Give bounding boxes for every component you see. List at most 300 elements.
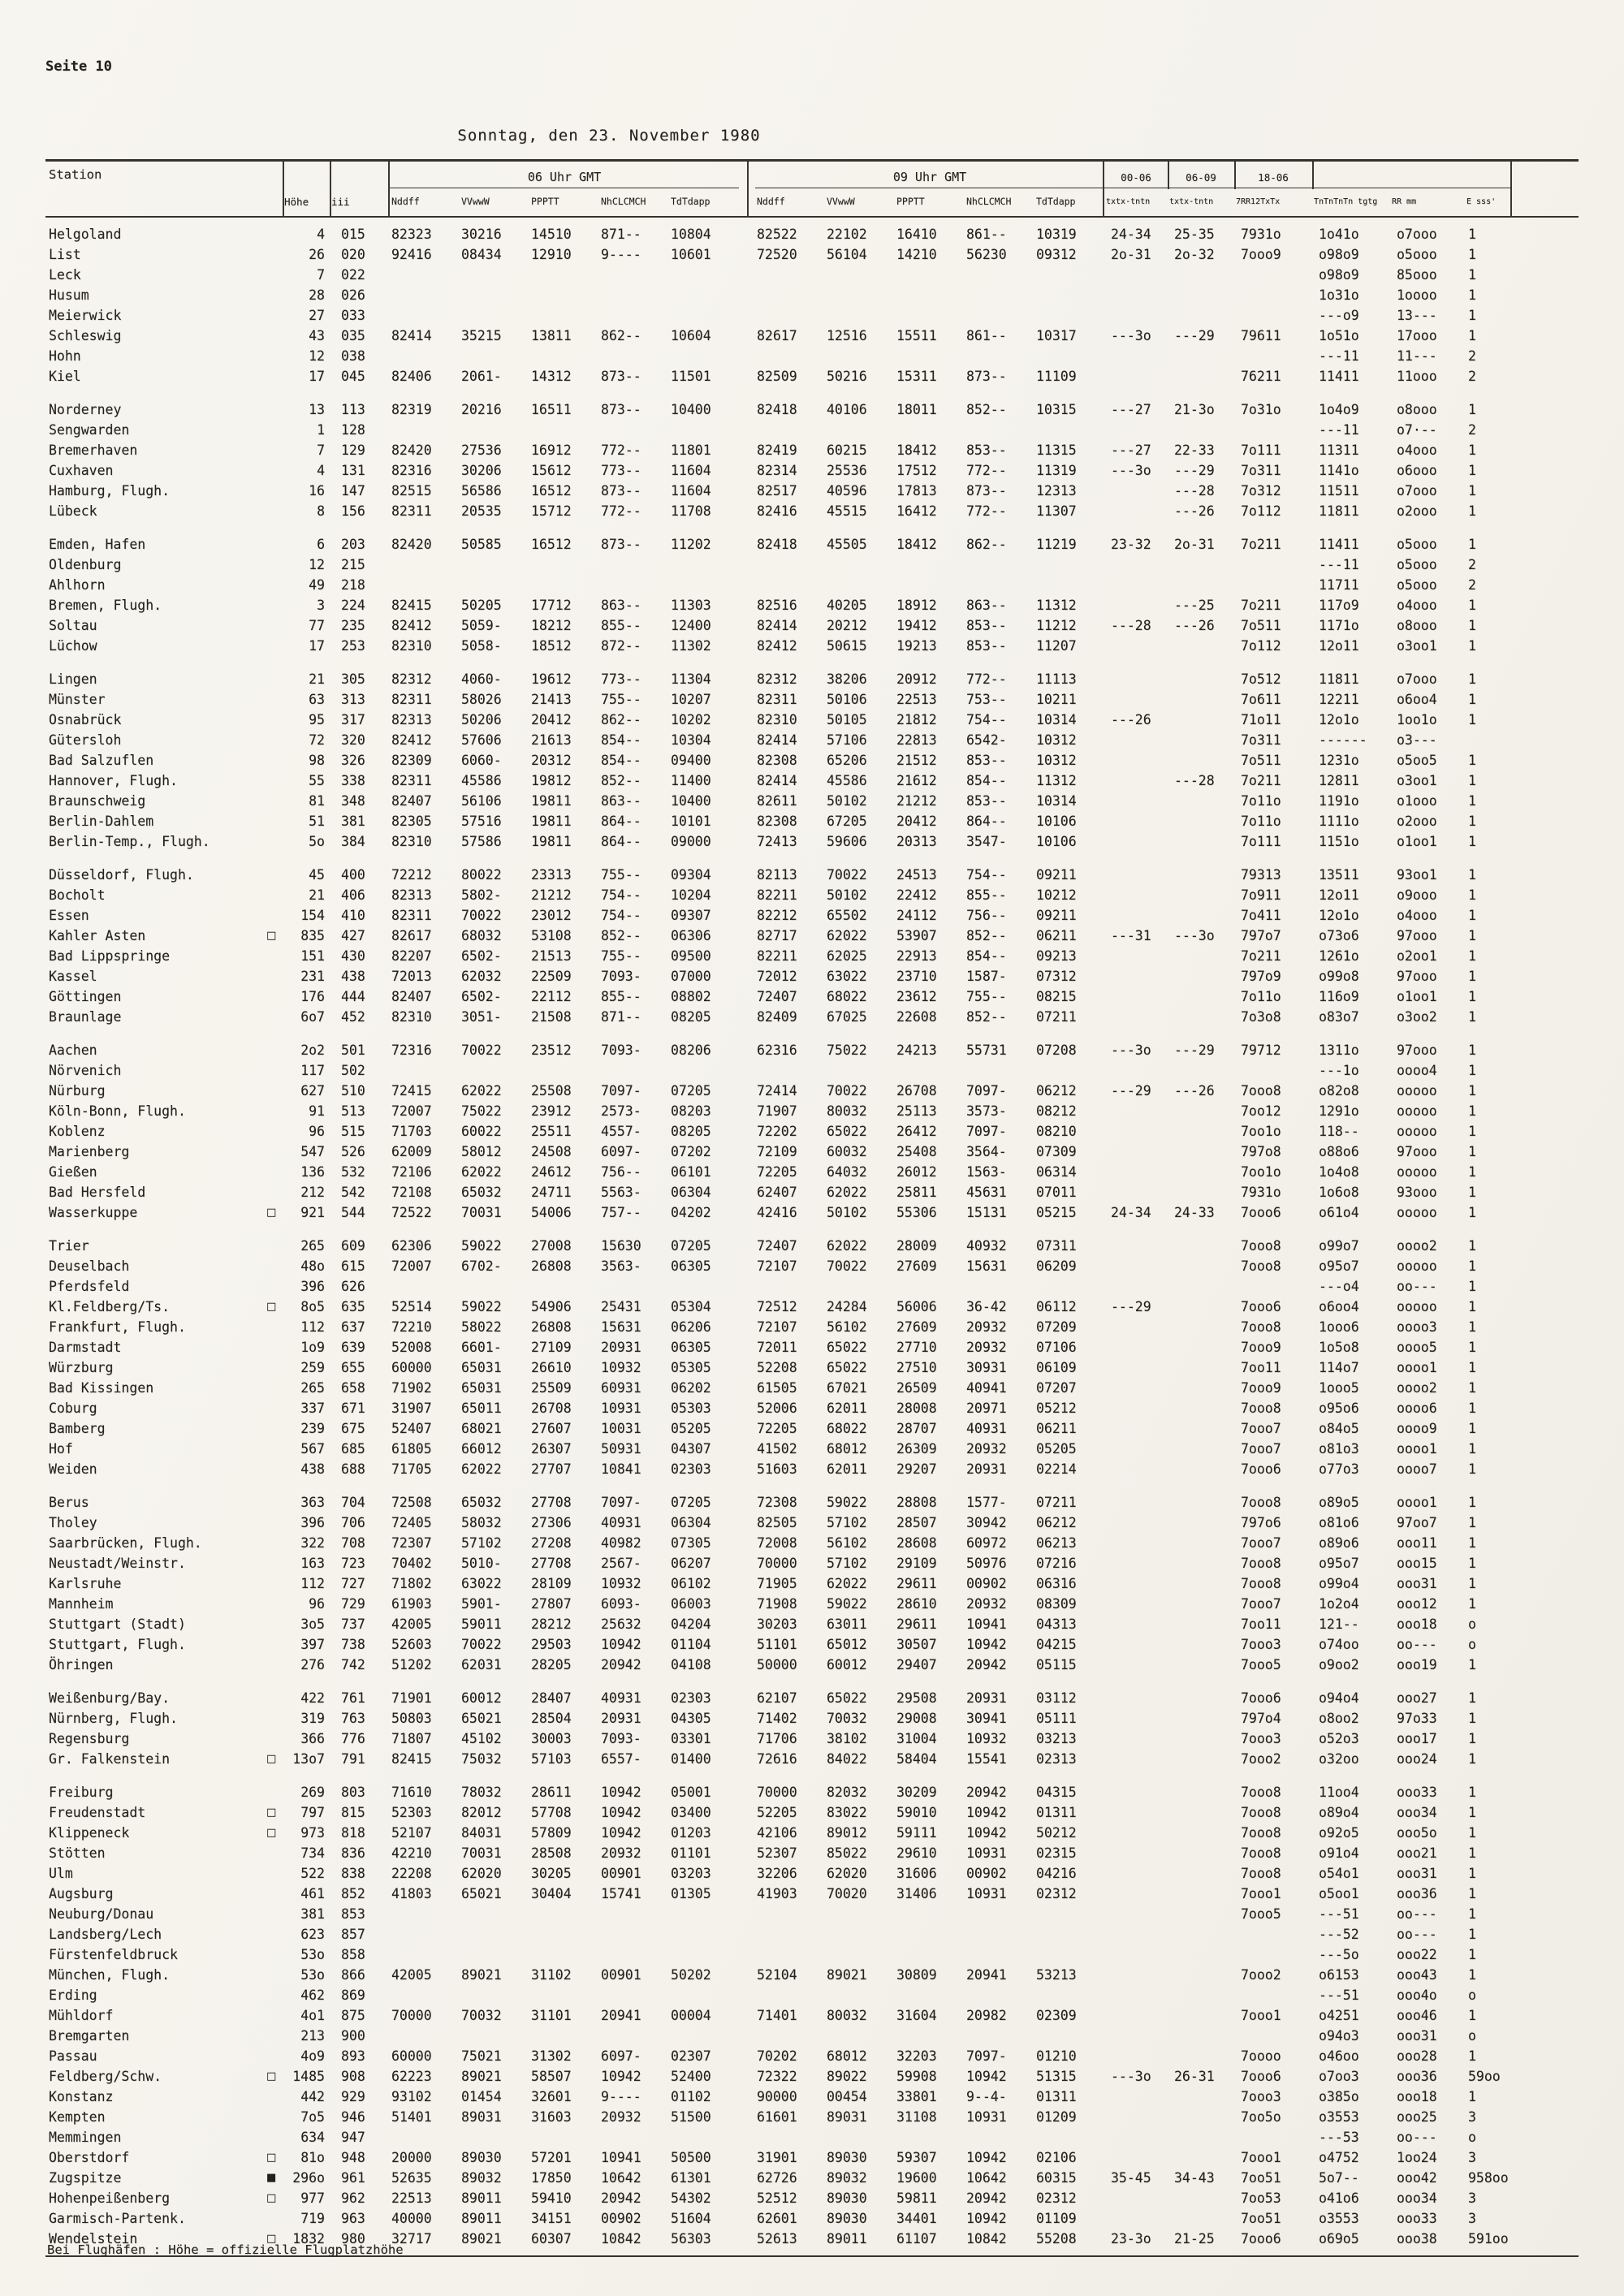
obs09-code: 64032 xyxy=(827,1164,867,1180)
station-name: Deuselbach xyxy=(49,1258,130,1274)
extremes-value-6: 1 xyxy=(1468,1360,1476,1375)
column-gap xyxy=(739,1634,755,1655)
obs09-code: 27609 xyxy=(896,1258,937,1274)
station-number: 763 xyxy=(341,1711,365,1726)
obs06-code xyxy=(460,2026,529,2046)
extremes-value-5: oo--- xyxy=(1397,1637,1437,1652)
obs06-code: 30206 xyxy=(461,463,502,478)
extremes-value-4: o99o7 xyxy=(1319,1238,1359,1254)
obs09-code xyxy=(825,305,895,326)
station-marker xyxy=(266,440,284,460)
obs09-code: 70022 xyxy=(827,1258,867,1274)
column-group-09-uhr-gmt: 09 Uhr GMT xyxy=(755,170,1104,188)
extremes-value-3: 7oo11 xyxy=(1241,1616,1281,1632)
station-name: Lüchow xyxy=(49,638,97,654)
extremes-value-3 xyxy=(1234,2026,1312,2046)
station-marker xyxy=(266,2107,284,2127)
obs09-code: 17813 xyxy=(896,483,937,498)
table-row xyxy=(45,986,1579,1007)
obs06-code: 7093- xyxy=(601,1731,641,1746)
obs06-code: 92416 xyxy=(391,247,432,262)
obs06-code: 18512 xyxy=(531,638,572,654)
obs06-code: 04204 xyxy=(671,1616,711,1632)
obs09-code: 71401 xyxy=(757,2008,797,2023)
obs06-code: 20931 xyxy=(601,1340,641,1355)
extremes-value-4: 1o4o8 xyxy=(1319,1164,1359,1180)
extremes-value-4: ---11 xyxy=(1319,422,1359,438)
obs06-code: 06003 xyxy=(671,1596,711,1612)
extremes-value-3: 7o211 xyxy=(1241,598,1281,613)
obs09-code: 57102 xyxy=(827,1515,867,1530)
extremes-value-5: 17ooo xyxy=(1397,328,1437,343)
obs09-code: 62011 xyxy=(827,1400,867,1416)
obs09-code: 26509 xyxy=(896,1380,937,1396)
obs09-code xyxy=(755,1060,825,1081)
column-header-iii: iii xyxy=(331,195,350,208)
station-marker xyxy=(266,555,284,575)
obs06-code: 4060- xyxy=(461,671,502,687)
obs09-code: 70032 xyxy=(827,1711,867,1726)
obs06-code: 59011 xyxy=(461,1616,502,1632)
obs06-code: 6097- xyxy=(601,1144,641,1159)
obs09-code: 06211 xyxy=(1036,1421,1077,1436)
obs09-code: 10319 xyxy=(1036,227,1077,242)
station-number: 438 xyxy=(341,969,365,984)
obs09-code: 772-- xyxy=(966,463,1007,478)
extremes-value-4: o385o xyxy=(1319,2089,1359,2104)
obs06-code xyxy=(529,1944,599,1965)
station-number: 742 xyxy=(341,1657,365,1672)
column-gap xyxy=(739,730,755,750)
table-row xyxy=(45,1614,1579,1634)
station-marker: □ xyxy=(266,1827,277,1839)
obs06-code xyxy=(460,1985,529,2005)
extremes-value-5: o3--- xyxy=(1397,732,1437,748)
obs06-code: 06206 xyxy=(671,1319,711,1335)
obs06-code: 72307 xyxy=(391,1535,432,1551)
obs06-code: 09500 xyxy=(671,948,711,964)
extremes-value-2 xyxy=(1168,265,1234,285)
station-name: Aachen xyxy=(49,1042,97,1058)
obs09-code: 62022 xyxy=(827,1185,867,1200)
table-row xyxy=(45,811,1579,831)
column-gap xyxy=(739,865,755,885)
extremes-value-6: 1 xyxy=(1468,1596,1476,1612)
obs09-code: 72011 xyxy=(757,1340,797,1355)
obs06-code: 22513 xyxy=(391,2190,432,2206)
extremes-value-3: 797o8 xyxy=(1241,1144,1281,1159)
station-marker: ■ xyxy=(266,2172,277,2184)
extremes-value-5: ooo43 xyxy=(1397,1967,1437,1983)
obs06-code xyxy=(529,346,599,366)
obs09-code: 10942 xyxy=(966,1825,1007,1841)
extremes-value-6: 1 xyxy=(1468,483,1476,498)
header-rule-vertical xyxy=(1510,162,1512,216)
obs06-code: 23012 xyxy=(531,908,572,923)
obs09-code: 10314 xyxy=(1036,793,1077,809)
obs06-code: 19811 xyxy=(531,814,572,829)
obs09-code: 62020 xyxy=(827,1866,867,1881)
station-height: 17 xyxy=(309,369,325,384)
extremes-value-4: o6oo4 xyxy=(1319,1299,1359,1314)
extremes-value-2: 26-31 xyxy=(1174,2069,1215,2084)
obs06-code: 11400 xyxy=(671,773,711,788)
obs09-code: 62025 xyxy=(827,948,867,964)
extremes-value-3: 71o11 xyxy=(1241,712,1281,727)
column-gap xyxy=(739,2087,755,2107)
extremes-value-5: oo--- xyxy=(1397,1279,1437,1294)
obs09-code xyxy=(1034,420,1104,440)
obs06-code: 28407 xyxy=(531,1690,572,1706)
station-number: 235 xyxy=(341,618,365,633)
obs09-code: 50106 xyxy=(827,692,867,707)
table-row xyxy=(45,1459,1579,1479)
extremes-value-6: 1 xyxy=(1468,463,1476,478)
obs09-code: 27609 xyxy=(896,1319,937,1335)
obs09-code: 29207 xyxy=(896,1461,937,1477)
extremes-value-4: ---53 xyxy=(1319,2130,1359,2145)
station-name: Stuttgart, Flugh. xyxy=(49,1637,186,1652)
obs06-code: 82311 xyxy=(391,908,432,923)
obs09-code: 05212 xyxy=(1036,1400,1077,1416)
extremes-value-6: 1 xyxy=(1468,1495,1476,1510)
obs09-code xyxy=(965,1985,1034,2005)
extremes-value-3: 7ooo1 xyxy=(1241,2008,1281,2023)
station-marker xyxy=(266,1121,284,1142)
station-number: 317 xyxy=(341,712,365,727)
extremes-value-6: 1 xyxy=(1468,442,1476,458)
obs06-code xyxy=(669,2127,739,2147)
station-marker xyxy=(266,224,284,244)
obs09-code: 24284 xyxy=(827,1299,867,1314)
obs09-code: 853-- xyxy=(966,793,1007,809)
station-number: 033 xyxy=(341,308,365,323)
station-height: 797 xyxy=(300,1805,325,1820)
obs06-code: 07202 xyxy=(671,1144,711,1159)
obs09-code xyxy=(895,305,965,326)
station-marker xyxy=(266,501,284,521)
obs06-code: 72106 xyxy=(391,1164,432,1180)
extremes-value-3: 7ooo6 xyxy=(1241,1205,1281,1220)
station-marker xyxy=(266,1965,284,1985)
obs06-code: 08205 xyxy=(671,1124,711,1139)
station-height: 95 xyxy=(309,712,325,727)
obs09-code: 10942 xyxy=(966,2069,1007,2084)
obs06-code: 50205 xyxy=(461,598,502,613)
station-height: 1832 xyxy=(292,2231,325,2246)
extremes-value-4: 1111o xyxy=(1319,814,1359,829)
obs09-code: 755-- xyxy=(966,989,1007,1004)
extremes-value-1 xyxy=(1104,2107,1168,2127)
extremes-value-4: 11511 xyxy=(1319,483,1359,498)
column-gap xyxy=(739,1614,755,1634)
obs06-code: 89021 xyxy=(461,2069,502,2084)
obs09-code: 41903 xyxy=(757,1886,797,1901)
extremes-value-3: 7ooo8 xyxy=(1241,1785,1281,1800)
obs06-code: 00901 xyxy=(601,1967,641,1983)
obs09-code xyxy=(825,2127,895,2147)
obs09-code: 28009 xyxy=(896,1238,937,1254)
obs09-code: 756-- xyxy=(966,908,1007,923)
obs09-code: 72407 xyxy=(757,1238,797,1254)
obs06-code: 72508 xyxy=(391,1495,432,1510)
extremes-value-2 xyxy=(1168,946,1234,966)
obs06-code: 60000 xyxy=(391,1360,432,1375)
obs06-code: 40931 xyxy=(601,1515,641,1530)
extremes-value-3: 7o312 xyxy=(1241,483,1281,498)
extremes-value-4: 1o41o xyxy=(1319,227,1359,242)
station-number: 384 xyxy=(341,834,365,849)
obs09-code: 852-- xyxy=(966,1009,1007,1025)
obs06-code: 10941 xyxy=(601,2150,641,2165)
station-height: 3 xyxy=(317,598,325,613)
obs09-code xyxy=(755,575,825,595)
column-gap xyxy=(739,224,755,244)
extremes-value-6: 1 xyxy=(1468,247,1476,262)
obs09-code: 72109 xyxy=(757,1144,797,1159)
obs09-code: 02214 xyxy=(1036,1461,1077,1477)
table-row xyxy=(45,265,1579,285)
obs06-code: 00901 xyxy=(601,1866,641,1881)
obs09-code: 16412 xyxy=(896,503,937,519)
extremes-value-5: ooo18 xyxy=(1397,1616,1437,1632)
table-row xyxy=(45,1101,1579,1121)
station-number: 946 xyxy=(341,2109,365,2125)
station-height: 77 xyxy=(309,618,325,633)
obs09-code: 62022 xyxy=(827,1576,867,1591)
extremes-value-6: 1 xyxy=(1468,537,1476,552)
obs09-code: 05115 xyxy=(1036,1657,1077,1672)
extremes-value-6: 1 xyxy=(1468,1947,1476,1962)
station-height: 48o xyxy=(300,1258,325,1274)
obs09-code: 67205 xyxy=(827,814,867,829)
extremes-value-4: o7oo3 xyxy=(1319,2069,1359,2084)
extremes-value-4: o5oo1 xyxy=(1319,1886,1359,1901)
column-gap xyxy=(739,1060,755,1081)
obs09-code: 20971 xyxy=(966,1400,1007,1416)
obs06-code: 855-- xyxy=(601,989,641,1004)
extremes-value-4: o92o5 xyxy=(1319,1825,1359,1841)
extremes-value-3: 7ooo7 xyxy=(1241,1596,1281,1612)
extremes-value-6: 1 xyxy=(1468,1185,1476,1200)
obs09-code: 05205 xyxy=(1036,1441,1077,1457)
station-marker xyxy=(266,1533,284,1553)
obs06-code: 863-- xyxy=(601,598,641,613)
obs06-code: 72522 xyxy=(391,1205,432,1220)
obs09-code: 36-42 xyxy=(966,1299,1007,1314)
station-name: Hohenpeißenberg xyxy=(49,2190,171,2206)
obs09-code xyxy=(825,420,895,440)
station-height: 4 xyxy=(317,463,325,478)
extremes-value-1 xyxy=(1104,1533,1168,1553)
station-number: 815 xyxy=(341,1805,365,1820)
extremes-value-2 xyxy=(1168,1823,1234,1843)
column-header-rr-mm: RR mm xyxy=(1392,196,1417,206)
obs09-code xyxy=(965,555,1034,575)
obs06-code: 35215 xyxy=(461,328,502,343)
station-name: Bocholt xyxy=(49,887,106,903)
obs09-code: 61601 xyxy=(757,2109,797,2125)
obs09-code: 56104 xyxy=(827,247,867,262)
station-height: 213 xyxy=(300,2028,325,2044)
station-number: 313 xyxy=(341,692,365,707)
extremes-value-3 xyxy=(1234,1276,1312,1297)
obs09-code: 01210 xyxy=(1036,2048,1077,2064)
obs06-code: 08205 xyxy=(671,1009,711,1025)
extremes-value-4: o88o6 xyxy=(1319,1144,1359,1159)
obs09-code: 53213 xyxy=(1036,1967,1077,1983)
table-row xyxy=(45,2087,1579,2107)
obs09-code: 27710 xyxy=(896,1340,937,1355)
extremes-value-1 xyxy=(1104,1236,1168,1256)
obs06-code: 20932 xyxy=(601,2109,641,2125)
station-name: Bad Salzuflen xyxy=(49,753,154,768)
obs06-code: 873-- xyxy=(601,369,641,384)
obs09-code: 25408 xyxy=(896,1144,937,1159)
extremes-value-4: o91o4 xyxy=(1319,1845,1359,1861)
obs06-code: 09400 xyxy=(671,753,711,768)
station-marker xyxy=(266,1513,284,1533)
station-marker xyxy=(266,244,284,265)
station-number: 348 xyxy=(341,793,365,809)
obs06-code: 07305 xyxy=(671,1535,711,1551)
station-number: 658 xyxy=(341,1380,365,1396)
obs09-code: 89030 xyxy=(827,2211,867,2226)
station-height: 276 xyxy=(300,1657,325,1672)
obs09-code: 83022 xyxy=(827,1805,867,1820)
obs09-code: 68012 xyxy=(827,2048,867,2064)
station-number: 729 xyxy=(341,1596,365,1612)
table-row xyxy=(45,1142,1579,1162)
station-number: 962 xyxy=(341,2190,365,2206)
station-height: 269 xyxy=(300,1785,325,1800)
extremes-value-2 xyxy=(1168,1439,1234,1459)
station-number: 980 xyxy=(341,2231,365,2246)
extremes-value-5: o9ooo xyxy=(1397,887,1437,903)
extremes-value-2 xyxy=(1168,1594,1234,1614)
station-number: 727 xyxy=(341,1576,365,1591)
obs06-code xyxy=(669,305,739,326)
obs09-code: 60215 xyxy=(827,442,867,458)
extremes-value-1 xyxy=(1104,1688,1168,1708)
extremes-value-3: 7oo51 xyxy=(1241,2211,1281,2226)
column-header-clouds-09: NhCLCMCH xyxy=(966,196,1012,207)
extremes-value-6: 1 xyxy=(1468,2008,1476,2023)
extremes-value-4: 117o9 xyxy=(1319,598,1359,613)
station-marker xyxy=(266,2005,284,2026)
table-row xyxy=(45,1782,1579,1802)
obs06-code: 59410 xyxy=(531,2190,572,2206)
obs06-code xyxy=(460,346,529,366)
obs09-code xyxy=(1034,1276,1104,1297)
extremes-value-1 xyxy=(1104,305,1168,326)
extremes-value-6: 1 xyxy=(1468,692,1476,707)
obs06-code: 65032 xyxy=(461,1185,502,1200)
obs09-code: 18412 xyxy=(896,537,937,552)
table-row xyxy=(45,285,1579,305)
station-name: Würzburg xyxy=(49,1360,114,1375)
obs06-code xyxy=(669,285,739,305)
extremes-value-3: 7oo51 xyxy=(1241,2170,1281,2186)
station-marker xyxy=(266,1357,284,1378)
extremes-value-2 xyxy=(1168,1337,1234,1357)
extremes-value-3: 76211 xyxy=(1241,369,1281,384)
extremes-value-2: 2o-31 xyxy=(1174,537,1215,552)
table-row xyxy=(45,1553,1579,1573)
obs06-code: 20931 xyxy=(601,1711,641,1726)
extremes-value-5: oooo2 xyxy=(1397,1238,1437,1254)
extremes-value-6: 1 xyxy=(1468,1845,1476,1861)
obs09-code: 40596 xyxy=(827,483,867,498)
station-number: 961 xyxy=(341,2170,365,2186)
obs09-code: 52104 xyxy=(757,1967,797,1983)
table-row xyxy=(45,1040,1579,1060)
table-row xyxy=(45,791,1579,811)
obs06-code xyxy=(390,575,460,595)
station-height: 13 xyxy=(309,402,325,417)
station-height: 96 xyxy=(309,1124,325,1139)
obs06-code: 62009 xyxy=(391,1144,432,1159)
station-name: Hannover, Flugh. xyxy=(49,773,178,788)
extremes-value-2 xyxy=(1168,730,1234,750)
extremes-value-4: 114o7 xyxy=(1319,1360,1359,1375)
station-height: 1 xyxy=(317,422,325,438)
obs06-code xyxy=(529,1060,599,1081)
station-height: 91 xyxy=(309,1103,325,1119)
extremes-value-4: 5o7-- xyxy=(1319,2170,1359,2186)
extremes-value-5: ooo17 xyxy=(1397,1731,1437,1746)
extremes-value-6: 1 xyxy=(1468,1967,1476,1983)
station-height: 337 xyxy=(300,1400,325,1416)
station-number: 929 xyxy=(341,2089,365,2104)
extremes-value-2: ---26 xyxy=(1174,618,1215,633)
extremes-value-2 xyxy=(1168,885,1234,905)
extremes-value-2: 22-33 xyxy=(1174,442,1215,458)
station-height: 4 xyxy=(317,227,325,242)
extremes-value-5: 1oooo xyxy=(1397,287,1437,303)
column-gap xyxy=(739,2168,755,2188)
station-height: 366 xyxy=(300,1731,325,1746)
obs06-code: 10031 xyxy=(601,1421,641,1436)
extremes-value-3: 7o112 xyxy=(1241,638,1281,654)
obs06-code: 6502- xyxy=(461,948,502,964)
obs06-code: 08203 xyxy=(671,1103,711,1119)
extremes-value-5: oooo9 xyxy=(1397,1421,1437,1436)
station-height: 296o xyxy=(292,2170,325,2186)
obs09-code xyxy=(965,420,1034,440)
obs09-code: 82412 xyxy=(757,638,797,654)
obs09-code: 45515 xyxy=(827,503,867,519)
extremes-value-2 xyxy=(1168,2026,1234,2046)
extremes-value-4: 1151o xyxy=(1319,834,1359,849)
obs06-code: 82311 xyxy=(391,503,432,519)
extremes-value-1 xyxy=(1104,811,1168,831)
extremes-value-2 xyxy=(1168,1944,1234,1965)
obs09-code: 31108 xyxy=(896,2109,937,2125)
table-row xyxy=(45,1337,1579,1357)
station-number: 215 xyxy=(341,557,365,572)
obs06-code: 754-- xyxy=(601,887,641,903)
obs06-code xyxy=(599,265,669,285)
extremes-value-3 xyxy=(1234,1060,1312,1081)
station-name: Cuxhaven xyxy=(49,463,114,478)
station-height: 6o7 xyxy=(300,1009,325,1025)
extremes-value-6: 1 xyxy=(1468,2089,1476,2104)
table-row xyxy=(45,1513,1579,1533)
obs06-code: 6060- xyxy=(461,753,502,768)
extremes-value-3: 7o31o xyxy=(1241,402,1281,417)
obs06-code xyxy=(599,2127,669,2147)
